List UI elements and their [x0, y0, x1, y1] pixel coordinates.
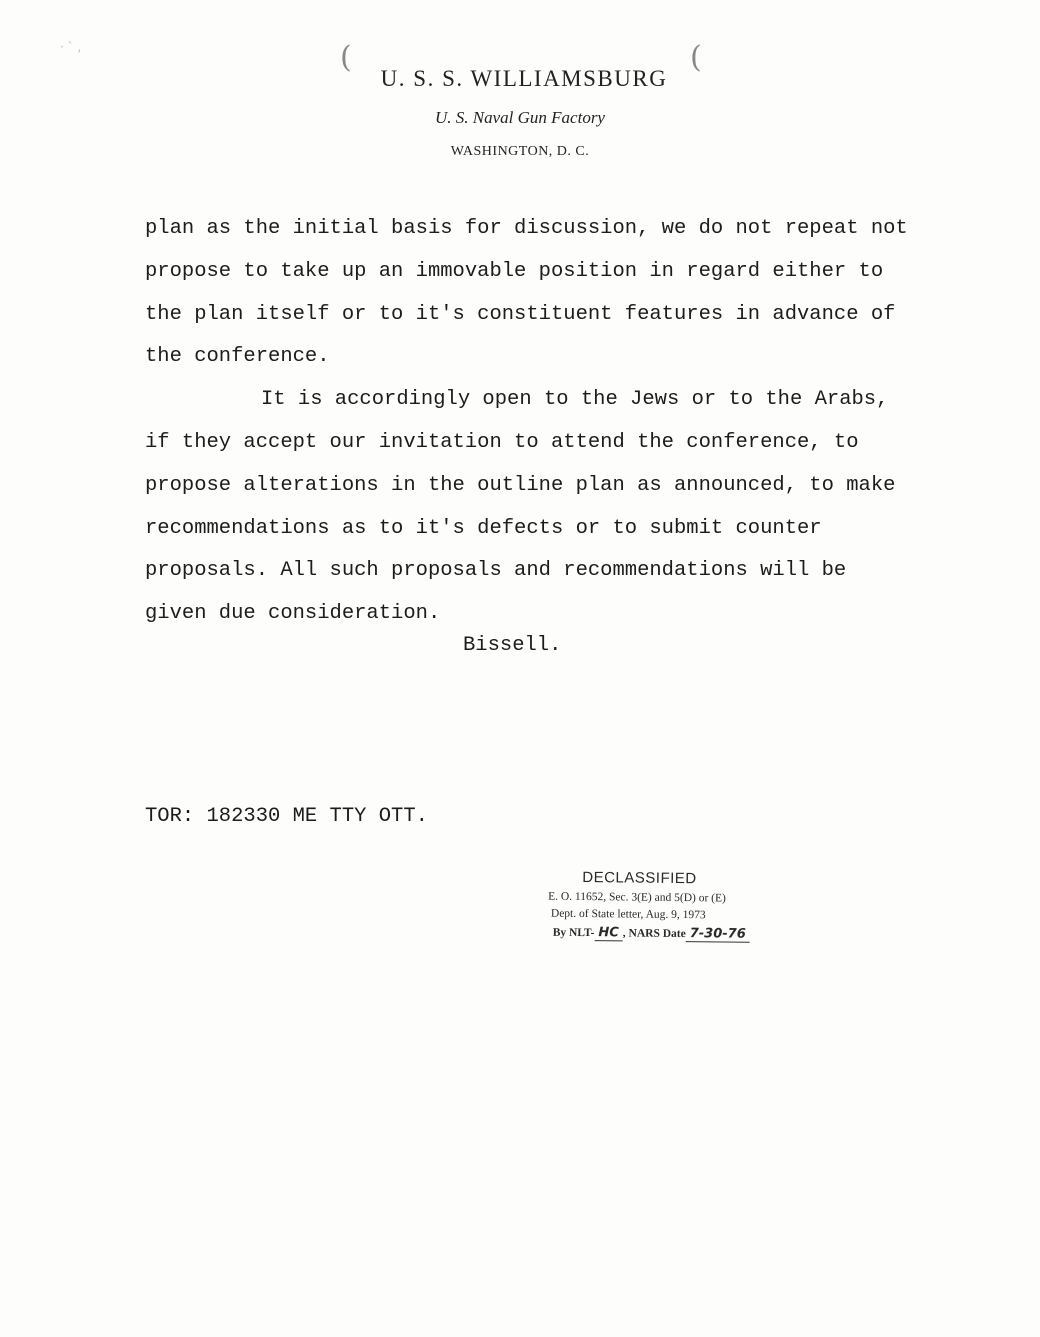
stamp-initials: HC	[594, 925, 623, 941]
stamp-date: 7-30-76	[686, 926, 750, 943]
declassification-stamp	[548, 869, 809, 948]
signature: Bissell.	[463, 634, 562, 657]
stamp-signoff	[553, 925, 808, 943]
hole-punch-mark-right: (	[690, 40, 702, 75]
body-line: if they accept our invitation to attend the conference, to	[145, 430, 859, 454]
body-line: the plan itself or to it's constituent features in advance of	[145, 302, 896, 326]
message-body	[145, 208, 965, 636]
body-line: the conference.	[145, 345, 330, 369]
body-line: proposals. All such proposals and recommendations will be	[145, 559, 847, 583]
stamp-authority: E. O. 11652, Sec. 3(E) and 5(D) or (E)	[548, 890, 726, 905]
body-line: given due consideration.	[145, 602, 441, 626]
paper-specks: · ˋ ,	[60, 40, 82, 54]
letterhead-ship-name: U. S. S. WILLIAMSBURG	[380, 66, 668, 91]
stamp-reference: Dept. of State letter, Aug. 9, 1973	[550, 907, 706, 922]
letterhead-city: WASHINGTON, D. C.	[450, 144, 590, 159]
body-line: It is accordingly open to the Jews or to the Arabs,	[261, 388, 889, 412]
body-line: plan as the initial basis for discussion, we do not repeat not	[145, 217, 908, 240]
tor-line: TOR: 182330 ME TTY OTT.	[145, 805, 428, 828]
stamp-date-label: , NARS Date	[622, 927, 686, 941]
body-line: recommendations as to it's defects or to submit counter	[145, 516, 822, 540]
letterhead-unit: U. S. Naval Gun Factory	[435, 108, 605, 127]
stamp-title: DECLASSIFIED	[582, 868, 697, 888]
stamp-by-label: By NLT-	[552, 926, 595, 940]
body-line: propose to take up an immovable position in regard either to	[145, 259, 884, 283]
hole-punch-mark-left: (	[340, 40, 352, 75]
body-line: propose alterations in the outline plan as announced, to make	[145, 473, 896, 497]
